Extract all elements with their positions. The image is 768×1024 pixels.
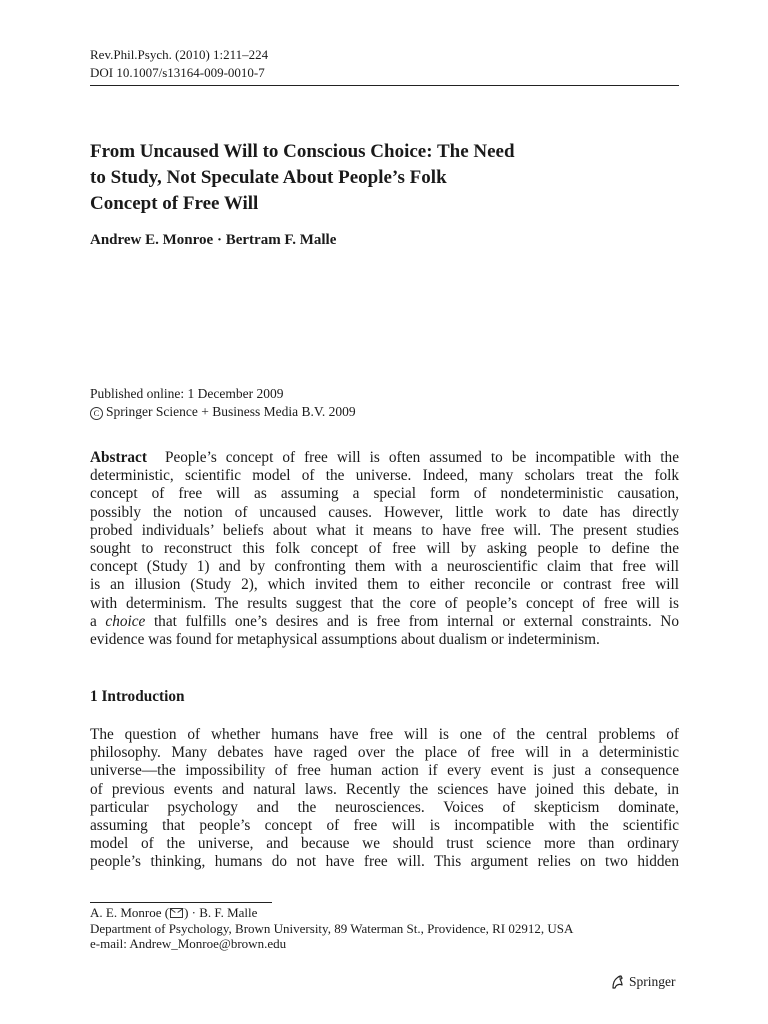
abstract-line: with determinism. The results suggest that the core of people’s concept of free will is	[90, 594, 679, 612]
abstract-label: Abstract	[90, 449, 147, 466]
abstract-line: probed individuals’ beliefs about what it means to have free will. The present studies	[90, 521, 679, 539]
copyright-holder: Springer Science + Business Media B.V. 2009	[106, 404, 356, 419]
copyright-line	[90, 403, 356, 421]
title-line: to Study, Not Speculate About People’s Folk	[90, 167, 447, 188]
footnote-authors: A. E. Monroe ( ) · B. F. Malle	[90, 905, 258, 920]
publisher-logo	[610, 973, 676, 991]
author-list	[90, 230, 336, 250]
journal-header	[90, 46, 268, 82]
title-line: From Uncaused Will to Conscious Choice: The Need	[90, 141, 515, 162]
section-title: Introduction	[101, 688, 185, 705]
abstract-line: concept of free will as assuming a special form of nondeterministic causation,	[90, 485, 679, 503]
published-date: Published online: 1 December 2009	[90, 386, 284, 401]
envelope-icon	[170, 908, 183, 918]
paragraph-line: universe—the impossibility of free human action if every event is just a consequence	[90, 762, 679, 780]
paragraph-line: assuming that people’s concept of free will is incompatible with the scientific	[90, 817, 679, 835]
abstract-line: is an illusion (Study 2), which invited them to either reconcile or contrast free will	[90, 576, 679, 594]
abstract-line: Abstract People’s concept of free will is often assumed to be incompatible with the	[90, 449, 679, 466]
footnote	[90, 905, 573, 952]
publisher-name: Springer	[629, 974, 676, 989]
doi: DOI 10.1007/s13164-009-0010-7	[90, 65, 265, 80]
footnote-rule	[90, 902, 272, 903]
author-name: Andrew E. Monroe	[90, 232, 214, 248]
header-rule	[90, 85, 679, 86]
abstract-line: a choice that fulfills one’s desires and is free from internal or external constraints. No	[90, 612, 679, 630]
copyright-icon: C	[90, 407, 103, 420]
paragraph-line: particular psychology and the neurosciences. Voices of skepticism dominate,	[90, 798, 679, 816]
affiliation: Department of Psychology, Brown University, 89 Waterman St., Providence, RI 02912, USA	[90, 920, 574, 936]
section-heading	[90, 688, 185, 706]
abstract-line: possibly the notion of uncaused causes. However, little work to date has directly	[90, 503, 679, 521]
emphasis-word: choice	[105, 612, 146, 630]
publication-info	[90, 385, 356, 421]
section-number: 1	[90, 688, 98, 705]
paragraph-line: model of the universe, and because we should trust science more than ordinary	[90, 835, 679, 853]
paragraph-line: philosophy. Many debates have raged over the place of free will in a deterministic	[90, 744, 679, 762]
title-line: Concept of Free Will	[90, 193, 259, 214]
paragraph-line: of previous events and natural laws. Recently the sciences have joined this debate, in	[90, 780, 679, 798]
author-separator: ·	[216, 232, 222, 248]
abstract	[90, 449, 679, 649]
email: e-mail: Andrew_Monroe@brown.edu	[90, 936, 287, 951]
springer-horse-icon	[610, 974, 626, 990]
journal-citation: Rev.Phil.Psych. (2010) 1:211–224	[90, 47, 269, 62]
paragraph-line: The question of whether humans have free will is one of the central problems of	[90, 726, 679, 743]
introduction-paragraph	[90, 726, 679, 872]
paper-title	[90, 139, 650, 217]
abstract-line: concept (Study 1) and by confronting them with a neuroscientific claim that free will	[90, 558, 679, 576]
abstract-line: evidence was found for metaphysical assumptions about dualism or indeterminism.	[90, 631, 600, 649]
abstract-line: deterministic, scientific model of the universe. Indeed, many scholars treat the folk	[90, 467, 679, 485]
paragraph-line: people’s thinking, humans do not have free will. This argument relies on two hidden	[90, 853, 679, 871]
author-name: Bertram F. Malle	[225, 232, 337, 248]
abstract-line: sought to reconstruct this folk concept of free will by asking people to define the	[90, 540, 679, 558]
